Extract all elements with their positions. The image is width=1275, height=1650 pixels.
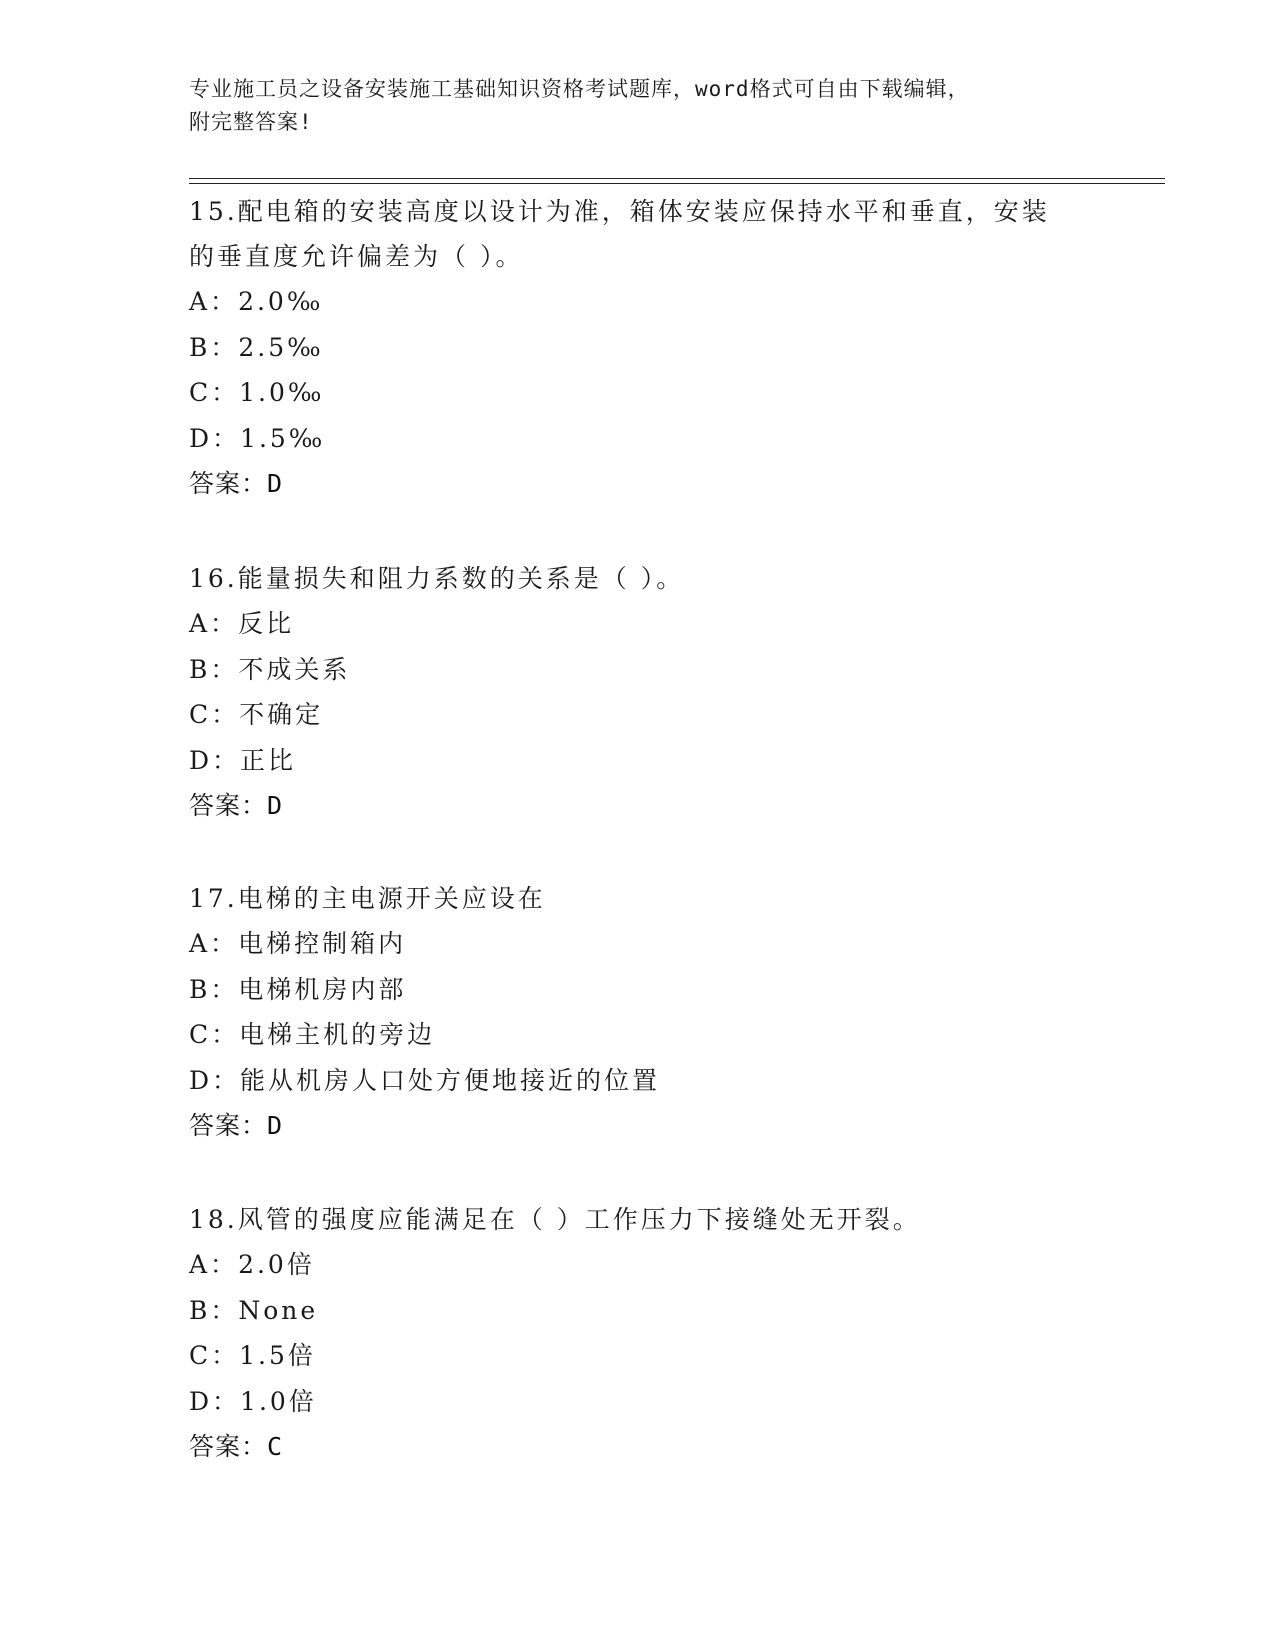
option-b <box>189 1288 1109 1334</box>
question-16 <box>189 556 1109 829</box>
option-key: D： <box>189 423 241 453</box>
option-key: A： <box>189 929 239 958</box>
option-key: D： <box>189 1386 241 1416</box>
option-c <box>189 692 1109 738</box>
answer-line: 答案：D <box>189 791 284 821</box>
header-divider-bottom <box>189 183 1165 184</box>
option-d <box>189 1379 1109 1425</box>
option-key: C： <box>189 700 240 730</box>
option-key: D： <box>189 1065 241 1095</box>
option-text: None <box>238 1295 319 1325</box>
option-text: 2.5‰ <box>238 332 324 362</box>
option-key: B： <box>189 1295 239 1325</box>
answer-line: 答案：C <box>189 1432 284 1462</box>
question-15 <box>189 189 1109 507</box>
option-text: 正比 <box>240 745 297 775</box>
option-text: 1.0倍 <box>240 1386 317 1416</box>
option-a <box>189 279 1109 325</box>
option-b <box>189 325 1109 371</box>
question-17 <box>189 876 1109 1149</box>
option-d <box>189 738 1109 784</box>
question-stem: 18.风管的强度应能满足在（ ）工作压力下接缝处无开裂。 <box>189 1205 921 1234</box>
question-stem: 16.能量损失和阻力系数的关系是（ ）。 <box>189 564 685 593</box>
option-text: 1.0‰ <box>239 378 325 408</box>
option-d <box>189 1058 1109 1104</box>
option-key: C： <box>189 378 240 408</box>
option-text: 不成关系 <box>238 654 351 684</box>
question-18 <box>189 1197 1109 1470</box>
option-key: B： <box>189 654 239 684</box>
option-a <box>189 921 1109 967</box>
option-key: B： <box>189 974 239 1004</box>
option-key: A： <box>189 287 239 316</box>
option-key: B： <box>189 332 239 362</box>
header-divider-top <box>189 178 1165 179</box>
question-stem: 17.电梯的主电源开关应设在 <box>189 884 546 913</box>
header-line-1: 专业施工员之设备安装施工基础知识资格考试题库，word格式可自由下载编辑， <box>189 77 970 101</box>
option-text: 电梯主机的旁边 <box>239 1020 436 1050</box>
option-text: 能从机房人口处方便地接近的位置 <box>240 1065 661 1095</box>
option-key: A： <box>189 1250 239 1279</box>
option-c <box>189 370 1109 416</box>
answer-line: 答案：D <box>189 469 284 499</box>
question-stem: 15.配电箱的安装高度以设计为准，箱体安装应保持水平和垂直，安装 <box>189 197 1050 226</box>
option-key: C： <box>189 1020 240 1050</box>
option-c <box>189 1012 1109 1058</box>
option-text: 2.0倍 <box>238 1250 315 1279</box>
header-line-2: 附完整答案! <box>189 110 313 134</box>
option-text: 1.5倍 <box>239 1341 316 1371</box>
option-a <box>189 1242 1109 1288</box>
option-c <box>189 1333 1109 1379</box>
option-text: 电梯机房内部 <box>238 974 407 1004</box>
option-d <box>189 416 1109 462</box>
option-a <box>189 601 1109 647</box>
option-key: C： <box>189 1341 240 1371</box>
option-text: 不确定 <box>239 700 324 730</box>
option-b <box>189 647 1109 693</box>
option-key: A： <box>189 609 239 638</box>
option-text: 2.0‰ <box>238 287 324 316</box>
option-key: D： <box>189 745 241 775</box>
option-b <box>189 967 1109 1013</box>
answer-line: 答案：D <box>189 1111 284 1141</box>
option-text: 1.5‰ <box>240 423 326 453</box>
option-text: 反比 <box>238 609 295 638</box>
document-header <box>189 73 1089 139</box>
question-stem-continued: 的垂直度允许偏差为（ ）。 <box>189 242 524 271</box>
option-text: 电梯控制箱内 <box>238 929 407 958</box>
